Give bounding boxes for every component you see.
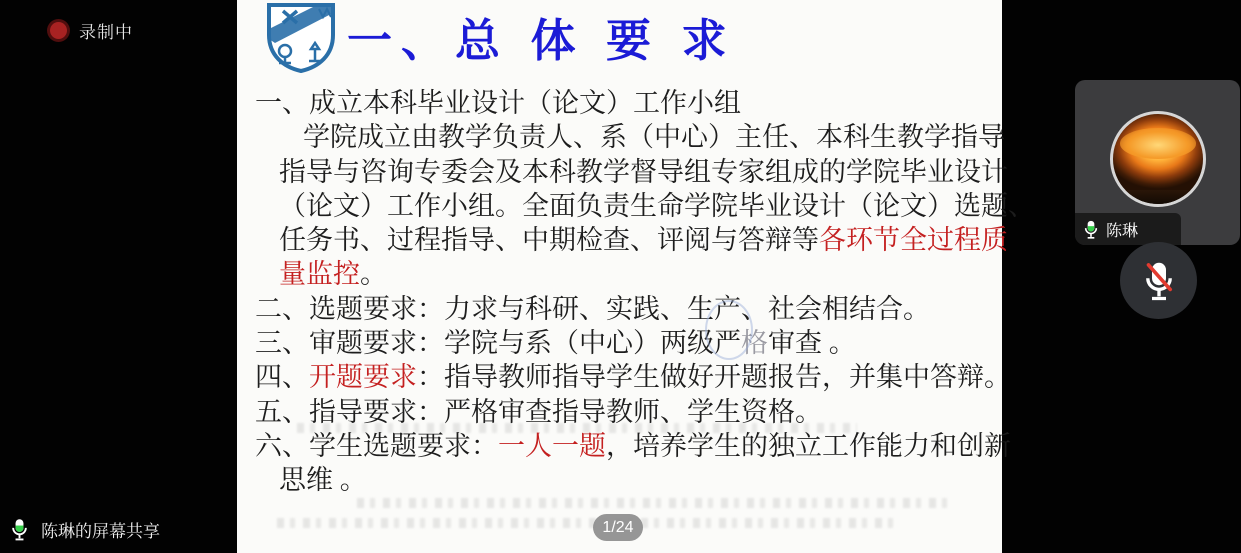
mic-active-icon: [1083, 219, 1099, 240]
text-segment-red: 各环节全过程质: [819, 225, 1008, 256]
slide-text-line: [237, 120, 1005, 154]
text-segment-red: 一人一题: [498, 430, 606, 461]
text-segment-red: 开题要求: [309, 362, 417, 393]
annotation-ring: [705, 300, 753, 360]
text-segment-black: 二、选题要求：力求与科研、实践、生产、社会相结合。: [255, 293, 930, 324]
participant-name: 陈琳: [1106, 222, 1139, 240]
avatar-image-ground: [1113, 190, 1203, 204]
slide-text-line: [237, 429, 1011, 463]
participant-name-badge: [1075, 213, 1181, 245]
slide-text-line: [237, 189, 1035, 223]
share-watermark: [297, 423, 857, 433]
text-segment-black: （论文）工作小组。全面负责生命学院毕业设计（论文）选题、: [279, 190, 1035, 221]
text-segment-black: 学院成立由教学负责人、系（中心）主任、本科生教学指导: [303, 122, 1005, 153]
text-segment-black: ，培养学生的独立工作能力和创新: [606, 430, 1011, 461]
mic-muted-icon: [1142, 260, 1176, 302]
text-segment-black: ：指导教师指导学生做好开题报告，并集中答辩。: [417, 362, 1011, 393]
slide-text-line: [237, 326, 1002, 360]
text-segment-black: 任务书、过程指导、中期检查、评阅与答辩等: [279, 225, 819, 256]
slide-text-line: [237, 292, 1002, 326]
text-segment-black: 六、学生选题要求：: [255, 430, 498, 461]
slide-text-line: [237, 86, 1002, 120]
shared-screen-slide: [237, 0, 1035, 553]
slide-text-line: [237, 360, 1011, 394]
text-segment-black: 审查 。: [768, 328, 856, 359]
recording-indicator[interactable]: [50, 18, 133, 43]
slide-text-line: [237, 223, 1008, 257]
slide-title: 一、总 体 要 求: [347, 15, 736, 66]
mic-active-icon: [10, 517, 29, 542]
screen-share-status: [10, 517, 160, 542]
slide-text-line: [237, 155, 1008, 189]
recording-dot-icon: [50, 22, 67, 39]
participant-avatar: [1110, 111, 1206, 207]
text-segment-black: 一、成立本科毕业设计（论文）工作小组: [255, 88, 741, 118]
university-emblem: [263, 1, 339, 73]
slide-body-text: [237, 86, 1035, 498]
text-segment-black: 五、指导要求：严格审查指导教师、学生资格。: [255, 396, 822, 427]
text-segment-red: 量监控: [279, 259, 360, 290]
microphone-mute-button[interactable]: [1120, 242, 1197, 319]
text-segment-black: 四、: [255, 362, 309, 393]
text-segment-black: 。: [360, 259, 387, 290]
share-watermark: [357, 498, 947, 508]
text-segment-black: 指导与咨询专委会及本科教学督导组专家组成的学院毕业设计: [279, 156, 1008, 187]
text-segment-faded: 格: [741, 328, 768, 359]
slide-text-line: [237, 257, 1002, 291]
avatar-image: [1120, 128, 1196, 159]
slide-text-line: [237, 463, 1002, 497]
text-segment-black: 三、审题要求：学院与系（中心）两级严: [255, 328, 741, 359]
text-segment-black: 思维 。: [279, 465, 367, 496]
participant-tile[interactable]: [1075, 80, 1240, 245]
screen-share-label: 陈琳的屏幕共享: [41, 522, 160, 541]
page-indicator: 1/24: [593, 514, 643, 541]
recording-label: 录制中: [79, 23, 133, 42]
share-watermark: [277, 518, 897, 528]
